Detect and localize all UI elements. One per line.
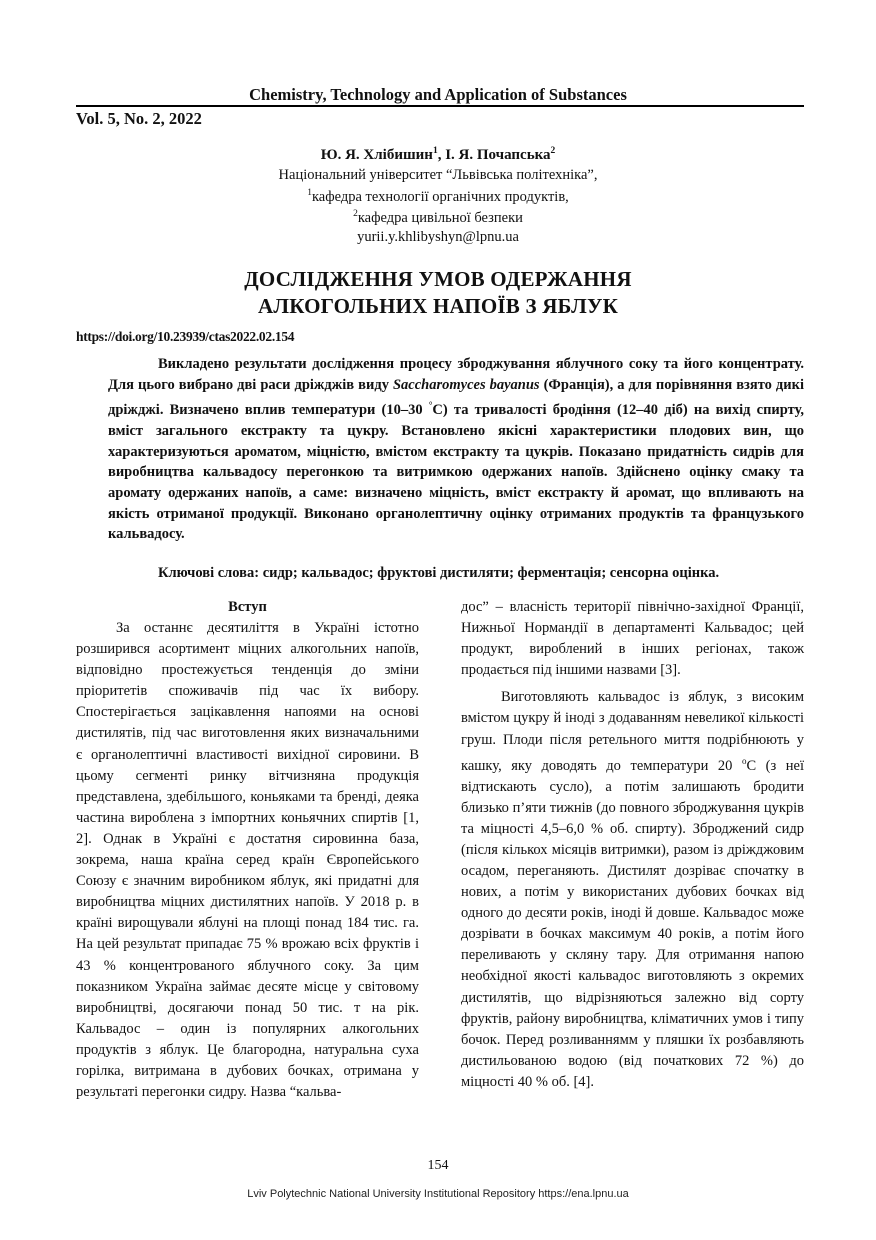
- paragraph-segment: Виготовляють кальвадос із яблук, з високим вмістом цукру й іноді з додаванням невеликої кількості груш. Плоди після ретельного миття подрібнюють у кашку, яку доводять до температури 20: [461, 689, 804, 774]
- author-affil-mark: 2: [550, 146, 556, 156]
- paragraph: [461, 687, 804, 1093]
- author-affil-mark: 1: [432, 146, 438, 156]
- degree-symbol: o: [741, 755, 747, 766]
- affil-mark: 1: [307, 188, 312, 198]
- abstract: [108, 354, 804, 545]
- affiliation-dept-1: [0, 188, 876, 206]
- author-name: І. Я. Почапська: [445, 147, 551, 163]
- affil-text: кафедра цивільної безпеки: [357, 209, 523, 226]
- paragraph: За останнє десятиліття в Україні істотно розширився асортимент міцних алкогольних напоїв, відповідно простежується тенденція до зміни пріоритетів споживачів під час їх вибору. Спостерігається зацікавлення напоями на основі дистилятів, під час виготовлення яких визначальними є органолептичні властивості вихідної сировини. В цьому сегменті ринку вітчизняна продукція представлена, здебільшого, коньяками та бренді, деяка частина вироблена з імпортних коньячних спиртів [1, 2]. Однак в Україні є достатня сировинна база, зокрема, наша країна серед країн Європейського Союзу є значним виробником яблук, які придатні для виробництва міцних дистилятних напоїв. У 2018 р. в країні вирощували яблуні на площі понад 184 тис. га. На цей результат припадає 75 % врожаю всіх фруктів і 43 % концентрованого яблучного соку. За цим показником Україна займає десяте місце у світовому виробництві, досягаючи понад 50 тис. т на рік. Кальвадос – один із популярних алкогольних продуктів з яблук. Це благородна, натуральна суха горілка, витримана в дубових бочках, отримана у результаті перегонки сидру. Назва “кальва-: [76, 620, 419, 1101]
- journal-title: Chemistry, Technology and Application of Substances: [249, 85, 627, 104]
- abstract-text: [108, 354, 804, 545]
- affil-text: кафедра технології органічних продуктів,: [311, 188, 569, 205]
- species-name: Saccharomyces bayanus: [392, 376, 540, 393]
- abstract-segment: С) та тривалості бродіння (12–40 діб) на вихід спирту, вміст загального екстракту та цукру. Встановлено якісні характеристики плодових вин, що характеризуються ароматом, міцністю, вмістом екстракту та цукрів. Показано придатність сидрів для виробництва кальвадосу перегонкою та витримкою одержаних напоїв. Здійснено оцінку смаку та аромату одержаних напоїв, а саме: визначено міцність, вміст екстракту й аромат, що впливають на якість отриманої продукції. Виконано органолептичну оцінку отриманих продуктів та французького кальвадосу.: [108, 402, 805, 543]
- author-email: yurii.y.khlibyshyn@lpnu.ua: [357, 229, 519, 245]
- header-rule: [76, 105, 804, 107]
- title-line: ДОСЛІДЖЕННЯ УМОВ ОДЕРЖАННЯ: [244, 267, 632, 291]
- abstract-segment: Викладено результати дослідження процесу зброджування яблучного соку та його концентрату. Для цього вибрано дві раси дріжджів виду: [108, 356, 804, 393]
- affil-mark: 2: [353, 209, 358, 219]
- author-list: [0, 146, 876, 164]
- paper-title: [0, 266, 876, 320]
- abstract-segment: (Франція), а для порівняння взято дикі дріжджі. Визначено вплив температури (10–30: [108, 376, 804, 419]
- affiliation-dept-2: [0, 209, 876, 227]
- paragraph: дос” – власність території північно-західної Франції, Нижньої Нормандії в департаменті Кальвадос; цей продукт, вироблений в інших регіонах, також продається під іншими назвами [3].: [461, 599, 804, 679]
- doi-link[interactable]: https://doi.org/10.23939/ctas2022.02.154: [76, 329, 295, 344]
- affiliation-university: Національний університет “Львівська політехніка”,: [278, 167, 598, 183]
- page-number: 154: [427, 1158, 449, 1173]
- author-name: Ю. Я. Хлібишин: [320, 147, 433, 163]
- repository-footer: Lviv Polytechnic National University Institutional Repository https://ena.lpnu.ua: [247, 1188, 629, 1200]
- keywords: Ключові слова: сидр; кальвадос; фруктові дистиляти; ферментація; сенсорна оцінка.: [158, 565, 720, 581]
- volume-info: Vol. 5, No. 2, 2022: [76, 109, 202, 128]
- title-line: АЛКОГОЛЬНИХ НАПОЇВ З ЯБЛУК: [257, 294, 619, 318]
- right-column: [461, 597, 804, 1093]
- author-separator: ,: [437, 147, 446, 163]
- degree-symbol: °: [428, 400, 433, 411]
- paragraph-segment: С (з неї відтискають сусло), а потім залишають бродити близько п’яти тижнів (до повного зброджування цукрів та міцності 4,5–6,0 % об. спирту). Зброджений сидр (після кількох місяців витримки), разом із дріжджовим осадом, переганяють. Дистилят дозріває спочатку в нових, а потім у використаних дубових бочках від одного до десяти років, іноді й довше. Кальвадос може дозрівати в бочках максимум 40 років, а потім його переливають у скляну тару. Для отримання напою необхідної якості кальвадос виготовляють з окремих дистилятів, що відрізняються залежно від сорту фруктів, району виробництва, кліматичних умов і типу бочок. Перед розливаннямм у пляшки їх розбавляють дистильованою водою (від початкових 72 %) до міцності 40 % об. [4].: [461, 757, 805, 1090]
- left-column: [76, 597, 419, 1103]
- section-heading: Вступ: [228, 599, 267, 615]
